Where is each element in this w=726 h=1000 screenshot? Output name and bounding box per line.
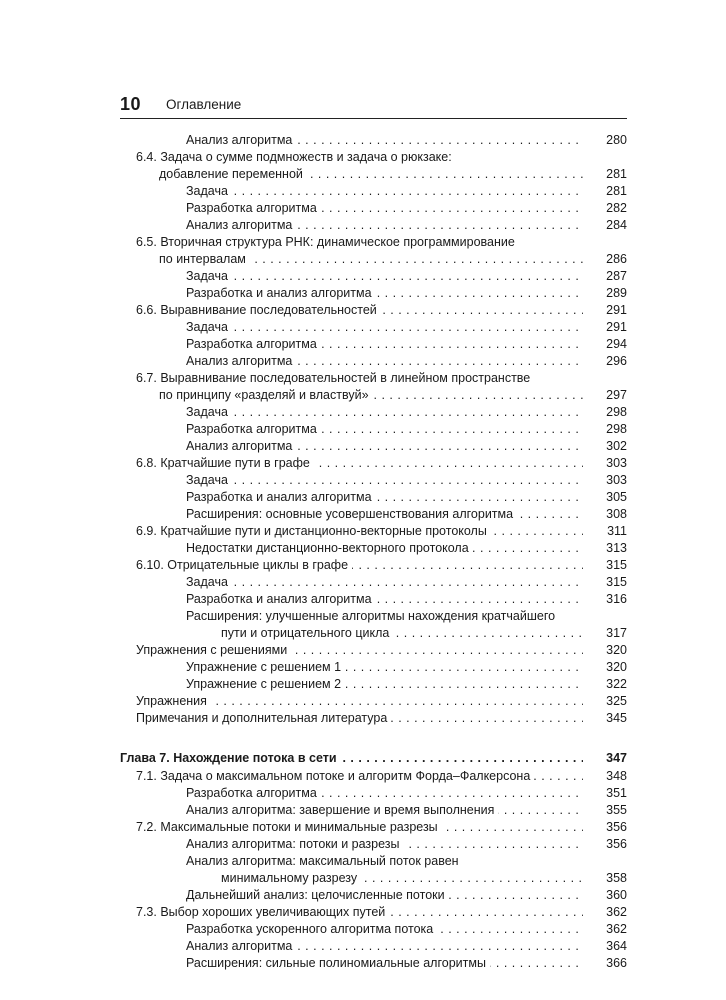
toc-entry[interactable] xyxy=(120,387,627,404)
toc-entry[interactable] xyxy=(120,234,627,251)
toc-entry-label: 7.1. Задача о максимальном потоке и алгоритм Форда–Фалкерсона xyxy=(136,769,534,783)
toc-page-number: 313 xyxy=(606,541,627,555)
toc-entry-title xyxy=(159,251,583,268)
toc-entry-title xyxy=(186,659,583,676)
toc-page-number: 286 xyxy=(606,252,627,266)
toc-entry-title xyxy=(221,870,583,887)
toc-entry[interactable] xyxy=(120,904,627,921)
toc-entry[interactable] xyxy=(120,404,627,421)
page-header xyxy=(120,94,627,120)
toc-entry[interactable] xyxy=(120,768,627,785)
toc-entry-label: Анализ алгоритма xyxy=(186,939,296,953)
toc-entry-label: Разработка ускоренного алгоритма потока xyxy=(186,922,437,936)
toc-page-number: 316 xyxy=(606,592,627,606)
toc-entry-title xyxy=(186,438,583,455)
toc-page-number: 345 xyxy=(606,711,627,725)
toc-entry[interactable] xyxy=(120,523,627,540)
toc-page-number: 298 xyxy=(606,405,627,419)
toc-entry-title xyxy=(186,183,583,200)
toc-entry[interactable] xyxy=(120,217,627,234)
toc-entry-title xyxy=(186,887,583,904)
toc-entry-title xyxy=(186,472,583,489)
toc-entry-label: 7.3. Выбор хороших увеличивающих путей xyxy=(136,905,389,919)
toc-entry-title xyxy=(186,200,583,217)
toc-entry-label: Упражнение с решением 1 xyxy=(186,660,345,674)
toc-entry-label: Анализ алгоритма: завершение и время выполнения xyxy=(186,803,498,817)
toc-entry-label: пути и отрицательного цикла xyxy=(221,626,393,640)
toc-entry[interactable] xyxy=(120,472,627,489)
toc-page-number: 347 xyxy=(606,751,627,765)
toc-entry[interactable] xyxy=(120,353,627,370)
toc-entry[interactable] xyxy=(120,870,627,887)
toc-entry-title xyxy=(186,802,583,819)
toc-entry-label: Задача xyxy=(186,473,232,487)
toc-entry-label: Задача xyxy=(186,320,232,334)
toc-entry-label: Анализ алгоритма xyxy=(186,133,296,147)
toc-page-number: 281 xyxy=(606,167,627,181)
toc-entry[interactable] xyxy=(120,540,627,557)
toc-page-number: 308 xyxy=(606,507,627,521)
toc-entry-label: по интервалам xyxy=(159,252,250,266)
toc-entry-label: Упражнение с решением 2 xyxy=(186,677,345,691)
toc-entry-label: по принципу «разделяй и властвуй» xyxy=(159,388,373,402)
toc-entry[interactable] xyxy=(120,676,627,693)
toc-entry-title xyxy=(186,785,583,802)
toc-entry-title xyxy=(186,608,583,625)
toc-entry-title xyxy=(136,370,583,387)
toc-entry[interactable] xyxy=(120,608,627,625)
toc-entry-label: 6.8. Кратчайшие пути в графе xyxy=(136,456,314,470)
toc-entry-title xyxy=(136,455,583,472)
toc-entry-label: Разработка алгоритма xyxy=(186,422,321,436)
toc-entry[interactable] xyxy=(120,659,627,676)
toc-entry-title xyxy=(186,217,583,234)
toc-entry-title xyxy=(186,853,583,870)
toc-entry-title xyxy=(159,166,583,183)
toc-entry[interactable] xyxy=(120,938,627,955)
toc-entry[interactable] xyxy=(120,819,627,836)
toc-entry-label: 6.9. Кратчайшие пути и дистанционно-векторные протоколы xyxy=(136,524,491,538)
toc-entry-title xyxy=(186,132,583,149)
toc-page-number: 348 xyxy=(606,769,627,783)
toc-entry-title xyxy=(136,710,583,727)
toc-page-number: 280 xyxy=(606,133,627,147)
toc-entry[interactable] xyxy=(120,166,627,183)
toc-page-number: 364 xyxy=(606,939,627,953)
toc-page-number: 320 xyxy=(606,660,627,674)
page-number: 10 xyxy=(120,94,142,114)
toc-page-number: 282 xyxy=(606,201,627,215)
toc-page-number: 317 xyxy=(606,626,627,640)
toc-entry-label: Глава 7. Нахождение потока в сети xyxy=(120,751,341,765)
toc-entry[interactable] xyxy=(120,955,627,972)
running-title: Оглавление xyxy=(166,97,242,112)
toc-page-number: 311 xyxy=(607,524,627,538)
toc-entry-title xyxy=(136,819,583,836)
toc-page-number: 356 xyxy=(606,837,627,851)
toc-page-number: 366 xyxy=(606,956,627,970)
toc-entry-title xyxy=(136,693,583,710)
toc-entry[interactable] xyxy=(120,836,627,853)
toc-entry-title xyxy=(221,625,583,642)
toc-entry[interactable] xyxy=(120,506,627,523)
toc-page-number: 303 xyxy=(606,473,627,487)
toc-entry[interactable] xyxy=(120,785,627,802)
toc-entry-title xyxy=(186,319,583,336)
toc-page-number: 302 xyxy=(606,439,627,453)
toc-entry-title xyxy=(136,768,583,785)
toc-entry-label: Расширения: улучшенные алгоритмы нахождения кратчайшего xyxy=(186,609,559,623)
toc-entry-title xyxy=(186,268,583,285)
toc-entry[interactable] xyxy=(120,251,627,268)
table-of-contents xyxy=(120,132,627,972)
toc-entry[interactable] xyxy=(120,149,627,166)
toc-entry[interactable] xyxy=(120,455,627,472)
toc-entry-title xyxy=(186,336,583,353)
toc-page-number: 291 xyxy=(606,303,627,317)
toc-entry[interactable] xyxy=(120,557,627,574)
toc-entry-label: Разработка и анализ алгоритма xyxy=(186,286,376,300)
section-gap xyxy=(120,727,627,749)
toc-entry-label: Задача xyxy=(186,405,232,419)
toc-entry-label: минимальному разрезу xyxy=(221,871,361,885)
toc-page-number: 297 xyxy=(606,388,627,402)
toc-entry-label: Разработка алгоритма xyxy=(186,201,321,215)
toc-entry[interactable] xyxy=(120,591,627,608)
toc-entry-label: 6.4. Задача о сумме подмножеств и задача о рюкзаке: xyxy=(136,150,456,164)
toc-entry-label: Задача xyxy=(186,269,232,283)
toc-entry-label: Разработка и анализ алгоритма xyxy=(186,490,376,504)
toc-entry[interactable] xyxy=(120,710,627,727)
toc-entry[interactable] xyxy=(120,642,627,659)
toc-entry-title xyxy=(186,676,583,693)
toc-entry-title xyxy=(186,938,583,955)
toc-entry[interactable] xyxy=(120,132,627,149)
toc-entry-label: Упражнения с решениями xyxy=(136,643,291,657)
toc-entry-title xyxy=(186,836,583,853)
toc-entry[interactable] xyxy=(120,319,627,336)
toc-page-number: 287 xyxy=(606,269,627,283)
toc-entry-label: Анализ алгоритма xyxy=(186,354,296,368)
header-rule xyxy=(120,118,627,119)
toc-entry[interactable] xyxy=(120,285,627,302)
toc-page-number: 303 xyxy=(606,456,627,470)
toc-entry-label: Анализ алгоритма xyxy=(186,218,296,232)
toc-entry-label: 6.6. Выравнивание последовательностей xyxy=(136,303,381,317)
toc-entry[interactable] xyxy=(120,574,627,591)
toc-entry[interactable] xyxy=(120,421,627,438)
toc-entry-title xyxy=(136,302,583,319)
toc-page-number: 325 xyxy=(606,694,627,708)
toc-entry-title xyxy=(186,955,583,972)
toc-entry-label: 6.10. Отрицательные циклы в графе xyxy=(136,558,352,572)
toc-entry[interactable] xyxy=(120,302,627,319)
toc-entry-label: добавление переменной xyxy=(159,167,307,181)
toc-entry-title xyxy=(186,591,583,608)
toc-entry-label: Упражнения xyxy=(136,694,211,708)
toc-entry[interactable] xyxy=(120,853,627,870)
toc-entry[interactable] xyxy=(120,489,627,506)
toc-entry-label: Разработка алгоритма xyxy=(186,337,321,351)
toc-entry-label: Задача xyxy=(186,184,232,198)
toc-entry-title xyxy=(186,540,583,557)
toc-entry-label: Анализ алгоритма xyxy=(186,439,296,453)
toc-page-number: 281 xyxy=(606,184,627,198)
toc-entry-title xyxy=(186,421,583,438)
toc-entry-title xyxy=(136,523,583,540)
toc-entry-title xyxy=(159,387,583,404)
toc-entry-title xyxy=(136,149,583,166)
toc-entry-label: Недостатки дистанционно-векторного протокола xyxy=(186,541,473,555)
toc-entry-label: Анализ алгоритма: потоки и разрезы xyxy=(186,837,404,851)
toc-entry[interactable] xyxy=(120,625,627,642)
toc-entry-title xyxy=(136,904,583,921)
toc-page-number: 305 xyxy=(606,490,627,504)
toc-entry[interactable] xyxy=(120,802,627,819)
toc-entry-title xyxy=(186,489,583,506)
toc-page-number: 320 xyxy=(606,643,627,657)
toc-page-number: 298 xyxy=(606,422,627,436)
toc-entry[interactable] xyxy=(120,693,627,710)
toc-page-number: 315 xyxy=(606,558,627,572)
toc-entry-label: Примечания и дополнительная литература xyxy=(136,711,391,725)
toc-chapter-entry[interactable] xyxy=(120,749,627,768)
toc-page-number: 289 xyxy=(606,286,627,300)
toc-page-number: 284 xyxy=(606,218,627,232)
toc-page-number: 351 xyxy=(606,786,627,800)
toc-page-number: 294 xyxy=(606,337,627,351)
toc-entry[interactable] xyxy=(120,438,627,455)
toc-entry[interactable] xyxy=(120,370,627,387)
toc-page-number: 356 xyxy=(606,820,627,834)
toc-page-number: 322 xyxy=(606,677,627,691)
toc-entry-title xyxy=(186,506,583,523)
toc-page-number: 362 xyxy=(606,905,627,919)
toc-entry[interactable] xyxy=(120,268,627,285)
toc-entry[interactable] xyxy=(120,336,627,353)
toc-entry-label: 6.5. Вторичная структура РНК: динамическое программирование xyxy=(136,235,519,249)
toc-entry-title xyxy=(186,921,583,938)
toc-entry-title xyxy=(136,642,583,659)
toc-page-number: 362 xyxy=(606,922,627,936)
toc-entry-label: Расширения: сильные полиномиальные алгоритмы xyxy=(186,956,490,970)
toc-entry-label: Расширения: основные усовершенствования алгоритма xyxy=(186,507,517,521)
toc-page-number: 355 xyxy=(606,803,627,817)
toc-page-number: 291 xyxy=(606,320,627,334)
toc-entry-label: Задача xyxy=(186,575,232,589)
toc-page-number: 315 xyxy=(606,575,627,589)
toc-page-number: 296 xyxy=(606,354,627,368)
toc-entry-label: 7.2. Максимальные потоки и минимальные разрезы xyxy=(136,820,442,834)
toc-entry-title xyxy=(120,749,583,768)
toc-entry-title xyxy=(136,557,583,574)
toc-entry-label: Дальнейший анализ: целочисленные потоки xyxy=(186,888,449,902)
toc-entry-title xyxy=(136,234,583,251)
toc-entry-title xyxy=(186,353,583,370)
toc-entry-label: Разработка алгоритма xyxy=(186,786,321,800)
toc-entry-title xyxy=(186,404,583,421)
toc-page-number: 360 xyxy=(606,888,627,902)
toc-entry-title xyxy=(186,574,583,591)
toc-entry-label: 6.7. Выравнивание последовательностей в линейном пространстве xyxy=(136,371,534,385)
toc-entry-label: Анализ алгоритма: максимальный поток равен xyxy=(186,854,463,868)
toc-entry[interactable] xyxy=(120,200,627,217)
toc-entry-label: Разработка и анализ алгоритма xyxy=(186,592,376,606)
toc-entry[interactable] xyxy=(120,183,627,200)
toc-entry[interactable] xyxy=(120,921,627,938)
toc-page-number: 358 xyxy=(606,871,627,885)
toc-entry-title xyxy=(186,285,583,302)
toc-entry[interactable] xyxy=(120,887,627,904)
